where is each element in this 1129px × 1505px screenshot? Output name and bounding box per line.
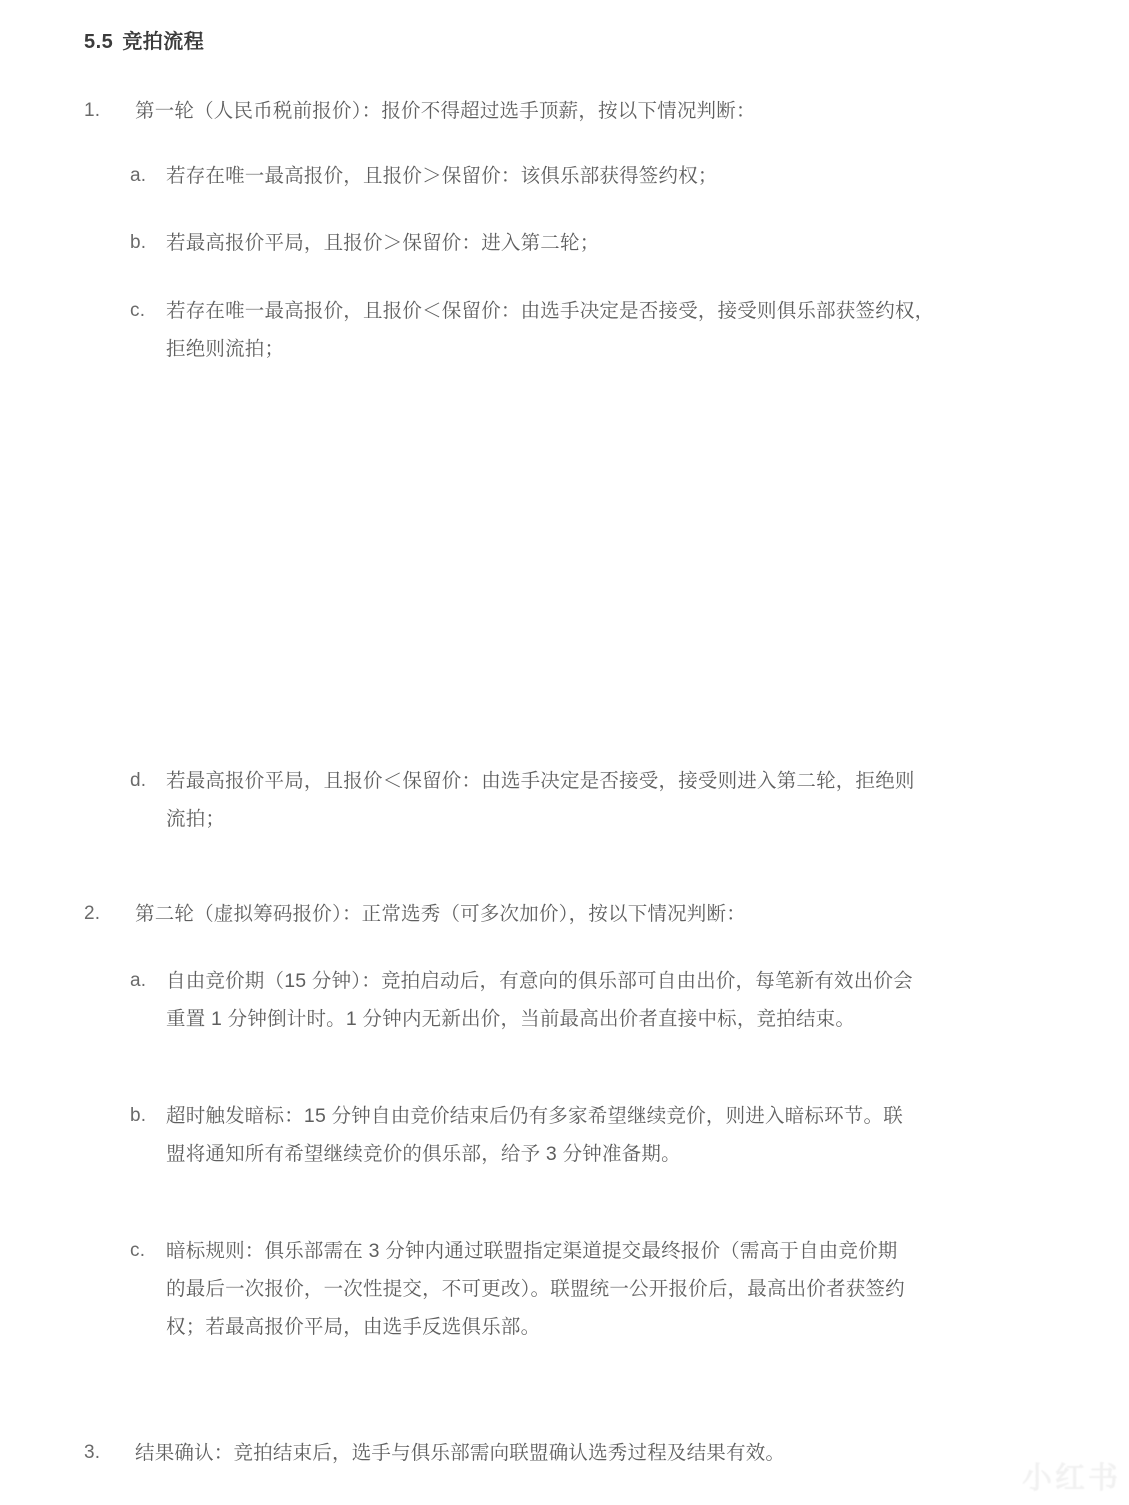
watermark: 小红书 <box>1022 1462 1121 1495</box>
text-line: 若存在唯一最高报价，且报价＞保留价：该俱乐部获得签约权； <box>166 165 718 187</box>
text-line: 第二轮（虚拟筹码报价）：正常选秀（可多次加价），按以下情况判断： <box>135 903 746 925</box>
list-item-body <box>135 92 1044 130</box>
text-line: 重置 1 分钟倒计时。1 分钟内无新出价，当前最高出价者直接中标，竞拍结束。 <box>166 1008 856 1031</box>
page-title <box>84 25 204 54</box>
list-item-body <box>135 895 1044 933</box>
text-line: 若最高报价平局，且报价＞保留价：进入第二轮； <box>166 232 600 254</box>
list-item-body <box>166 1232 1040 1346</box>
list-marker: c. <box>130 1240 146 1261</box>
list-item-1c <box>130 292 1040 368</box>
list-item-1 <box>84 92 1044 130</box>
text-line: 的最后一次报价，一次性提交，不可更改）。联盟统一公开报价后，最高出价者获签约 <box>166 1278 905 1301</box>
list-item-3 <box>84 1434 1044 1472</box>
list-item-1a <box>130 157 1040 195</box>
text-line: 若存在唯一最高报价，且报价＜保留价：由选手决定是否接受，接受则俱乐部获签约权， <box>166 300 935 322</box>
list-marker: c. <box>130 300 146 321</box>
list-item-body <box>166 224 1040 262</box>
list-marker: 1. <box>84 100 101 121</box>
list-item-1d <box>130 762 1040 838</box>
list-item-body <box>135 1434 1044 1472</box>
text-line: 第一轮（人民币税前报价）：报价不得超过选手顶薪，按以下情况判断： <box>135 100 756 122</box>
list-item-body <box>166 762 1040 838</box>
list-item-1b <box>130 224 1040 262</box>
list-item-2 <box>84 895 1044 933</box>
list-marker: a. <box>130 165 147 186</box>
text-line: 超时触发暗标：15 分钟自由竞价结束后仍有多家希望继续竞价，则进入暗标环节。联 <box>166 1105 903 1127</box>
text-line: 自由竞价期（15 分钟）：竞拍启动后，有意向的俱乐部可自由出价，每笔新有效出价会 <box>166 970 913 992</box>
list-marker: b. <box>130 1105 147 1126</box>
text-line: 拒绝则流拍； <box>166 338 285 361</box>
heading-number: 5.5 <box>84 31 114 53</box>
list-item-body <box>166 962 1040 1038</box>
list-item-2b <box>130 1097 1040 1173</box>
text-line: 流拍； <box>166 808 226 831</box>
text-line: 若最高报价平局，且报价＜保留价：由选手决定是否接受，接受则进入第二轮，拒绝则 <box>166 770 915 792</box>
list-item-body <box>166 292 1040 368</box>
text-line: 暗标规则：俱乐部需在 3 分钟内通过联盟指定渠道提交最终报价（需高于自由竞价期 <box>166 1240 898 1262</box>
list-marker: 2. <box>84 903 101 924</box>
list-marker: b. <box>130 232 147 253</box>
heading-title: 竞拍流程 <box>122 31 205 53</box>
list-item-body <box>166 1097 1040 1173</box>
text-line: 结果确认：竞拍结束后，选手与俱乐部需向联盟确认选秀过程及结果有效。 <box>135 1442 786 1464</box>
list-marker: 3. <box>84 1442 101 1463</box>
text-line: 盟将通知所有希望继续竞价的俱乐部，给予 3 分钟准备期。 <box>166 1143 681 1166</box>
text-line: 权；若最高报价平局，由选手反选俱乐部。 <box>166 1316 541 1339</box>
list-item-body <box>166 157 1040 195</box>
list-item-2a <box>130 962 1040 1038</box>
list-marker: d. <box>130 770 147 791</box>
list-marker: a. <box>130 970 147 991</box>
list-item-2c <box>130 1232 1040 1346</box>
